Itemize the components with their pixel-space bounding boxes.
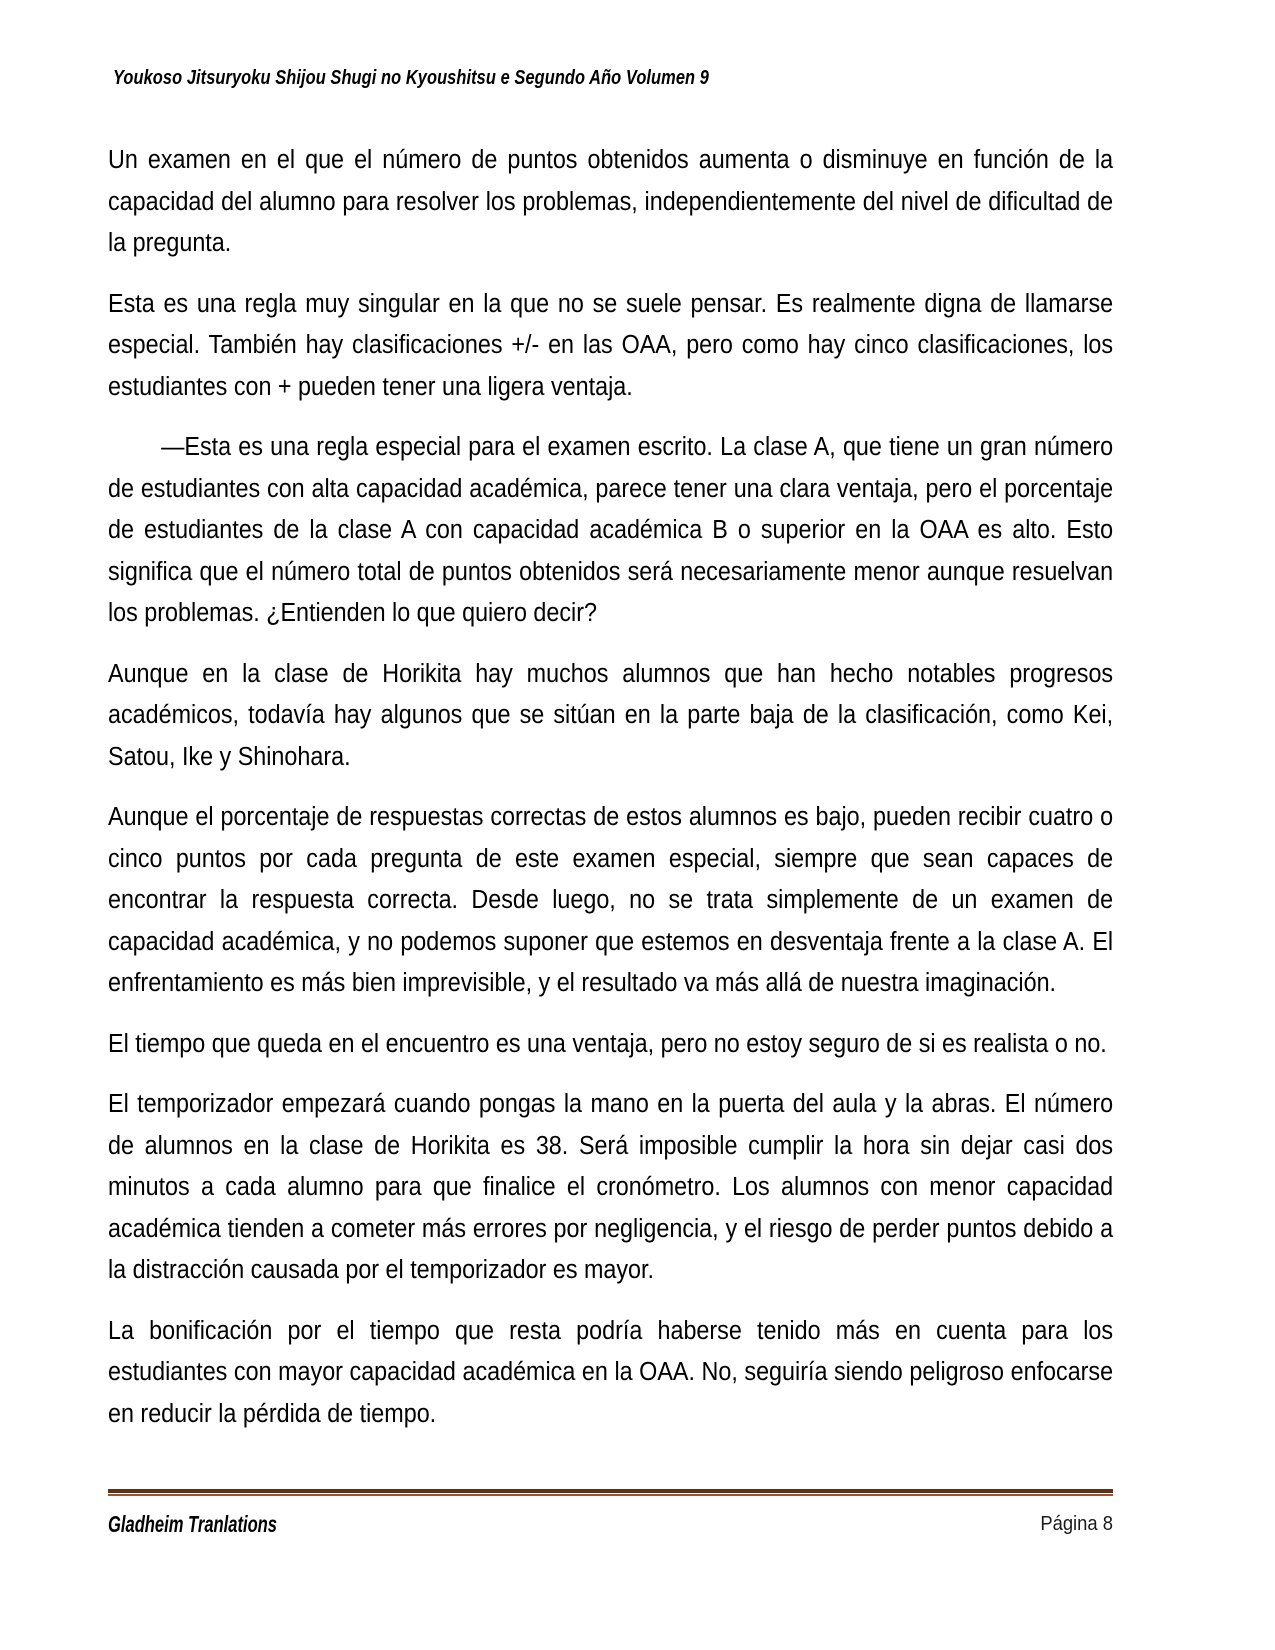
paragraph-7: El temporizador empezará cuando pongas la mano en la puerta del aula y la abras. El número de alumnos en la clase de Horikita es 38. Será imposible cumplir la hora sin dejar casi dos minutos a cada alumno para que finalice el cronómetro. Los alumnos con menor capacidad académica tienden a cometer más errores por negligencia, y el riesgo de perder puntos debido a la distracción causada por el temporizador es mayor. [108,1090,1114,1284]
paragraph-3: —Esta es una regla especial para el examen escrito. La clase A, que tiene un gran número de estudiantes con alta capacidad académica, parece tener una clara ventaja, pero el porcentaje de estudiantes de la clase A con capacidad académica B o superior en la OAA es alto. Esto significa que el número total de puntos obtenidos será necesariamente menor aunque resuelvan los problemas. ¿Entienden lo que quiero decir? [108,433,1114,627]
header-title: Youkoso Jitsuryoku Shijou Shugi no Kyoushitsu e Segundo Año Volumen 9 [113,66,709,89]
document-body [108,140,1113,1435]
paragraph-1: Un examen en el que el número de puntos obtenidos aumenta o disminuye en función de la capacidad del alumno para resolver los problemas, independientemente del nivel de dificultad de la pregunta. [108,146,1114,257]
paragraph-4: Aunque en la clase de Horikita hay muchos alumnos que han hecho notables progresos académicos, todavía hay algunos que se sitúan en la parte baja de la clasificación, como Kei, Satou, Ike y Shinohara. [108,659,1114,771]
footer-page-number: 8 [1102,1513,1113,1535]
paragraph-5: Aunque el porcentaje de respuestas correctas de estos alumnos es bajo, pueden recibir cuatro o cinco puntos por cada pregunta de este examen especial, siempre que sean capaces de encontrar la respuesta correcta. Desde luego, no se trata simplemente de un examen de capacidad académica, y no podemos suponer que estemos en desventaja frente a la clase A. El enfrentamiento es más bien imprevisible, y el resultado va más allá de nuestra imaginación. [108,803,1114,997]
footer-brand: Gladheim Tranlations [108,1511,278,1537]
footer-divider [108,1489,1113,1496]
footer-page-label: Página [1040,1513,1098,1535]
footer-page-indicator [1040,1510,1113,1538]
paragraph-2: Esta es una regla muy singular en la que no se suele pensar. Es realmente digna de llamarse especial. También hay clasificaciones +/- en las OAA, pero como hay cinco clasificaciones, los estudiantes con + pueden tener una ligera ventaja. [108,289,1114,401]
paragraph-6: El tiempo que queda en el encuentro es una ventaja, pero no estoy seguro de si es realista o no. [108,1029,1107,1058]
page-header [113,66,1162,96]
paragraph-8: La bonificación por el tiempo que resta podría haberse tenido más en cuenta para los estudiantes con mayor capacidad académica en la OAA. No, seguiría siendo peligroso enfocarse en reducir la pérdida de tiempo. [108,1316,1114,1428]
page-footer [108,1510,1113,1550]
footer-divider-light-line [108,1494,1113,1496]
